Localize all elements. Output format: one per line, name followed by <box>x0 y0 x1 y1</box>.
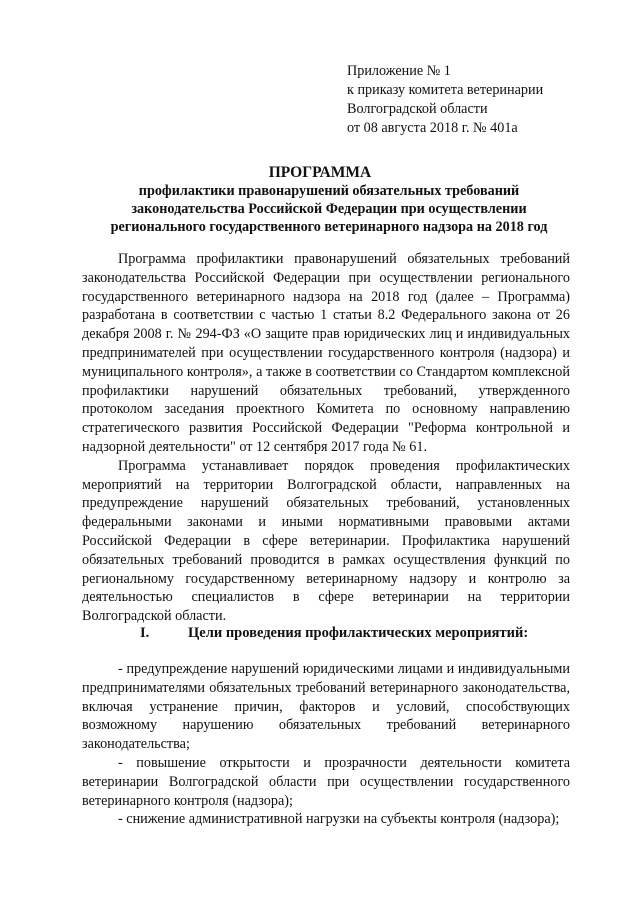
section-number: I. <box>140 625 150 641</box>
appendix-line-1: Приложение № 1 <box>347 63 451 79</box>
appendix-line-4: от 08 августа 2018 г. № 401а <box>347 120 518 136</box>
document-subtitle: профилактики правонарушений обязательных требований законодательства Российской Федерации при осуществлении регионального государственного ветеринарного надзора на 2018 год <box>110 183 548 235</box>
goal-item: - снижение административной нагрузки на субъекты контроля (надзора); <box>118 811 560 828</box>
goal-item: - предупреждение нарушений юридическими лицами и индивидуальными предпринимателями обязательных требований ветеринарного законодательства, включая устранение причин, факторов и условий, способствующих возможному нарушению обязательных требований ветеринарного законодательства; <box>82 661 570 753</box>
intro-paragraph-1: Программа профилактики правонарушений обязательных требований законодательства Российской Федерации при осуществлении регионального государственного ветеринарного надзора на 2018 год (далее – Программа) разработана в соответствии с частью 1 статьи 8.2 Федерального закона от 26 декабря 2008 г. № 294-ФЗ «О защите прав юридических лиц и индивидуальных предпринимателей при осуществлении государственного контроля (надзора) и муниципального контроля», а также в соответствии со Стандартом комплексной профилактики нарушений обязательных требований, утвержденного протоколом заседания проектного Комитета по основному направлению стратегического развития Российской Федерации "Реформа контрольной и надзорной деятельности" от 12 сентября 2017 года № 61. <box>82 251 570 455</box>
appendix-line-2: к приказу комитета ветеринарии <box>347 82 544 98</box>
goal-item: - повышение открытости и прозрачности деятельности комитета ветеринарии Волгоградской области при осуществлении государственного ветеринарного контроля (надзора); <box>82 754 570 809</box>
intro-paragraph-2: Программа устанавливает порядок проведения профилактических мероприятий на территории Волгоградской области, направленных на предупреждение нарушений обязательных требований, установленных федеральными законами и иными нормативными правовыми актами Российской Федерации в сфере ветеринарии. Профилактика нарушений обязательных требований проводится в рамках осуществления функций по региональному государственному ветеринарному надзору и контролю за деятельностью специалистов в сфере ветеринарии на территории Волгоградской области. <box>82 457 570 625</box>
goals-list <box>82 660 570 829</box>
section-heading <box>140 624 528 643</box>
document-title: ПРОГРАММА <box>268 164 372 181</box>
intro-section <box>82 250 570 626</box>
section-title: Цели проведения профилактических мероприятий: <box>188 625 529 641</box>
appendix-line-3: Волгоградской области <box>347 101 488 117</box>
appendix-block <box>347 62 617 138</box>
